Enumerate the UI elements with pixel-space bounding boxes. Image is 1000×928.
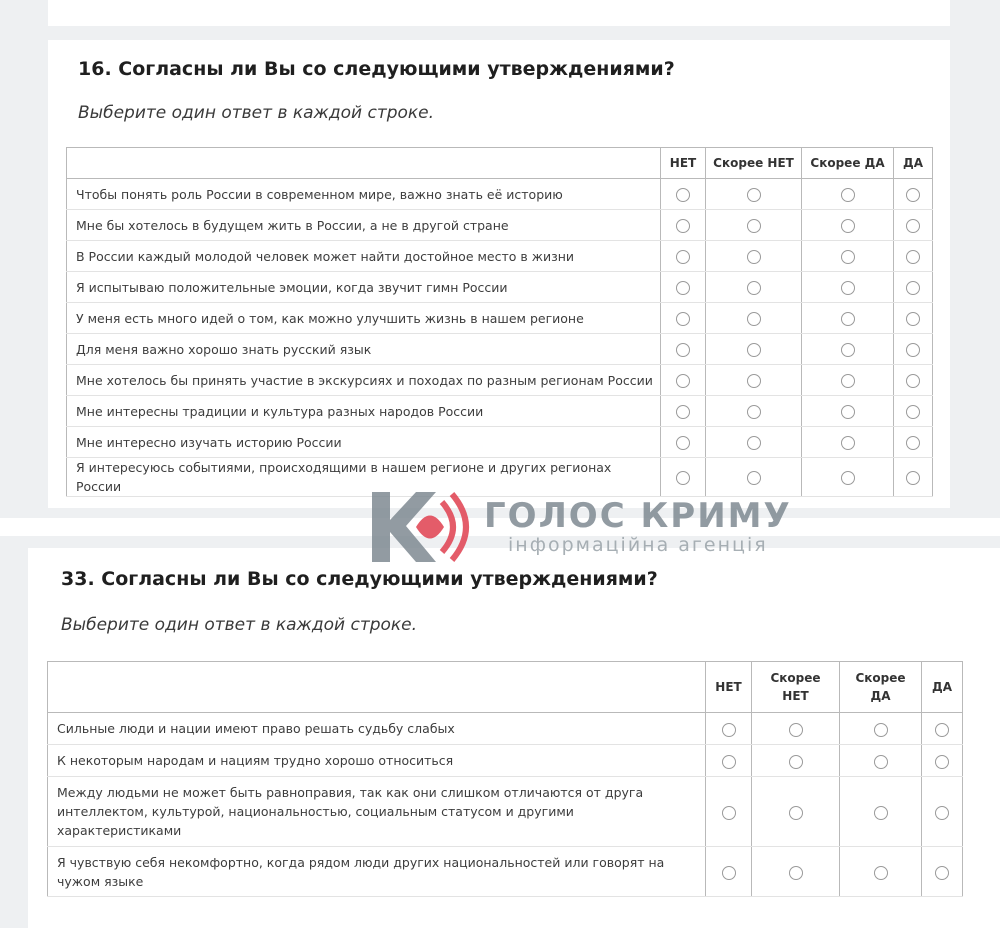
answer-radio-button[interactable] [935, 866, 949, 880]
answer-radio-button[interactable] [747, 343, 761, 357]
answer-radio-button[interactable] [906, 343, 920, 357]
statement-text: Мне интересно изучать историю России [67, 427, 661, 458]
answer-radio-button[interactable] [676, 374, 690, 388]
answer-cell [894, 272, 933, 303]
table-row [48, 777, 963, 847]
answer-cell [802, 427, 894, 458]
answer-cell [802, 303, 894, 334]
answer-radio-button[interactable] [676, 250, 690, 264]
answer-radio-button[interactable] [747, 188, 761, 202]
answer-radio-button[interactable] [789, 806, 803, 820]
answer-radio-button[interactable] [841, 219, 855, 233]
table-row [67, 427, 933, 458]
answer-cell [706, 241, 802, 272]
answer-cell [661, 272, 706, 303]
answer-cell [706, 210, 802, 241]
answer-cell [706, 334, 802, 365]
answer-radio-button[interactable] [789, 866, 803, 880]
answer-cell [894, 241, 933, 272]
column-header: ДА [922, 662, 963, 713]
answer-radio-button[interactable] [676, 405, 690, 419]
answer-cell [894, 396, 933, 427]
answer-radio-button[interactable] [906, 219, 920, 233]
answer-cell [752, 847, 840, 897]
watermark-subtitle: інформаційна агенція [508, 534, 768, 556]
matrix-header-blank [48, 662, 706, 713]
golos-krymu-logo-icon [372, 490, 482, 565]
question-16-matrix [66, 147, 933, 497]
answer-radio-button[interactable] [676, 436, 690, 450]
question-33-hint: Выберите один ответ в каждой строке. [61, 615, 418, 635]
answer-radio-button[interactable] [906, 405, 920, 419]
answer-radio-button[interactable] [841, 312, 855, 326]
answer-cell [752, 713, 840, 745]
answer-cell [802, 272, 894, 303]
answer-radio-button[interactable] [676, 471, 690, 485]
answer-cell [706, 777, 752, 847]
answer-radio-button[interactable] [874, 755, 888, 769]
answer-radio-button[interactable] [747, 471, 761, 485]
question-16-hint: Выберите один ответ в каждой строке. [78, 103, 435, 123]
answer-radio-button[interactable] [722, 806, 736, 820]
answer-cell [922, 745, 963, 777]
answer-cell [922, 847, 963, 897]
answer-cell [894, 334, 933, 365]
statement-text: Сильные люди и нации имеют право решать судьбу слабых [48, 713, 706, 745]
answer-radio-button[interactable] [906, 471, 920, 485]
answer-cell [706, 847, 752, 897]
answer-radio-button[interactable] [722, 866, 736, 880]
table-row [67, 365, 933, 396]
answer-radio-button[interactable] [789, 723, 803, 737]
answer-radio-button[interactable] [747, 250, 761, 264]
answer-radio-button[interactable] [874, 806, 888, 820]
table-row [67, 179, 933, 210]
answer-radio-button[interactable] [841, 436, 855, 450]
column-header: Скорее ДА [802, 148, 894, 179]
answer-radio-button[interactable] [906, 436, 920, 450]
answer-cell [802, 241, 894, 272]
table-row [48, 713, 963, 745]
answer-cell [802, 458, 894, 497]
table-row [67, 396, 933, 427]
statement-text: Мне интересны традиции и культура разных народов России [67, 396, 661, 427]
answer-radio-button[interactable] [676, 281, 690, 295]
answer-cell [894, 458, 933, 497]
watermark-logo [372, 490, 792, 565]
answer-radio-button[interactable] [935, 755, 949, 769]
answer-radio-button[interactable] [747, 436, 761, 450]
table-row [67, 241, 933, 272]
answer-radio-button[interactable] [722, 723, 736, 737]
answer-radio-button[interactable] [906, 281, 920, 295]
table-row [48, 847, 963, 897]
statement-text: Мне бы хотелось в будущем жить в России, а не в другой стране [67, 210, 661, 241]
answer-radio-button[interactable] [935, 806, 949, 820]
statement-text: В России каждый молодой человек может найти достойное место в жизни [67, 241, 661, 272]
answer-radio-button[interactable] [906, 250, 920, 264]
statement-text: Мне хотелось бы принять участие в экскурсиях и походах по разным регионам России [67, 365, 661, 396]
answer-radio-button[interactable] [841, 343, 855, 357]
answer-cell [706, 427, 802, 458]
answer-cell [706, 272, 802, 303]
table-row [67, 272, 933, 303]
answer-radio-button[interactable] [789, 755, 803, 769]
answer-radio-button[interactable] [722, 755, 736, 769]
answer-cell [802, 210, 894, 241]
statement-text: Я интересуюсь событиями, происходящими в нашем регионе и других регионах России [67, 458, 661, 497]
answer-cell [894, 179, 933, 210]
answer-cell [802, 334, 894, 365]
answer-radio-button[interactable] [747, 374, 761, 388]
answer-cell [802, 396, 894, 427]
answer-radio-button[interactable] [747, 281, 761, 295]
answer-cell [661, 210, 706, 241]
answer-cell [661, 303, 706, 334]
answer-radio-button[interactable] [841, 250, 855, 264]
answer-cell [802, 365, 894, 396]
column-header: НЕТ [706, 662, 752, 713]
answer-radio-button[interactable] [747, 405, 761, 419]
answer-cell [661, 427, 706, 458]
answer-radio-button[interactable] [906, 374, 920, 388]
answer-cell [706, 303, 802, 334]
answer-cell [752, 777, 840, 847]
statement-text: Для меня важно хорошо знать русский язык [67, 334, 661, 365]
answer-cell [706, 396, 802, 427]
table-row [48, 745, 963, 777]
answer-cell [840, 745, 922, 777]
question-16-title: 16. Согласны ли Вы со следующими утверждениями? [78, 58, 675, 80]
table-row [67, 303, 933, 334]
column-header: Скорее ДА [840, 662, 922, 713]
statement-text: К некоторым народам и нациям трудно хорошо относиться [48, 745, 706, 777]
answer-cell [894, 427, 933, 458]
answer-radio-button[interactable] [906, 312, 920, 326]
answer-cell [706, 179, 802, 210]
statement-text: Чтобы понять роль России в современном мире, важно знать её историю [67, 179, 661, 210]
answer-cell [840, 713, 922, 745]
answer-radio-button[interactable] [676, 312, 690, 326]
column-header: ДА [894, 148, 933, 179]
answer-cell [894, 303, 933, 334]
answer-cell [922, 713, 963, 745]
table-row [67, 210, 933, 241]
statement-text: Я чувствую себя некомфортно, когда рядом люди других национальностей или говорят на чужом языке [48, 847, 706, 897]
column-header: Скорее НЕТ [706, 148, 802, 179]
answer-cell [661, 396, 706, 427]
answer-cell [922, 777, 963, 847]
answer-cell [706, 713, 752, 745]
answer-radio-button[interactable] [841, 374, 855, 388]
answer-radio-button[interactable] [874, 723, 888, 737]
answer-radio-button[interactable] [747, 312, 761, 326]
previous-question-card [48, 0, 950, 26]
statement-text: Я испытываю положительные эмоции, когда звучит гимн России [67, 272, 661, 303]
column-header: НЕТ [661, 148, 706, 179]
question-33-title: 33. Согласны ли Вы со следующими утверждениями? [61, 568, 658, 590]
answer-radio-button[interactable] [841, 188, 855, 202]
matrix-header-blank [67, 148, 661, 179]
answer-cell [840, 847, 922, 897]
statement-text: Между людьми не может быть равноправия, так как они слишком отличаются от друга интеллектом, культурой, национальностью, социальным статусом и другими характеристиками [48, 777, 706, 847]
answer-radio-button[interactable] [874, 866, 888, 880]
column-header: Скорее НЕТ [752, 662, 840, 713]
answer-radio-button[interactable] [676, 343, 690, 357]
answer-cell [840, 777, 922, 847]
answer-radio-button[interactable] [676, 219, 690, 233]
answer-radio-button[interactable] [676, 188, 690, 202]
answer-cell [706, 745, 752, 777]
answer-cell [661, 334, 706, 365]
answer-cell [752, 745, 840, 777]
answer-cell [894, 365, 933, 396]
answer-radio-button[interactable] [935, 723, 949, 737]
answer-cell [894, 210, 933, 241]
answer-cell [661, 179, 706, 210]
answer-cell [661, 241, 706, 272]
statement-text: У меня есть много идей о том, как можно улучшить жизнь в нашем регионе [67, 303, 661, 334]
answer-radio-button[interactable] [906, 188, 920, 202]
answer-radio-button[interactable] [841, 405, 855, 419]
answer-radio-button[interactable] [841, 281, 855, 295]
answer-cell [661, 365, 706, 396]
answer-cell [802, 179, 894, 210]
watermark-name: ГОЛОС КРИМУ [484, 496, 792, 536]
answer-radio-button[interactable] [841, 471, 855, 485]
answer-cell [706, 365, 802, 396]
question-33-matrix [47, 661, 963, 897]
table-row [67, 334, 933, 365]
answer-radio-button[interactable] [747, 219, 761, 233]
